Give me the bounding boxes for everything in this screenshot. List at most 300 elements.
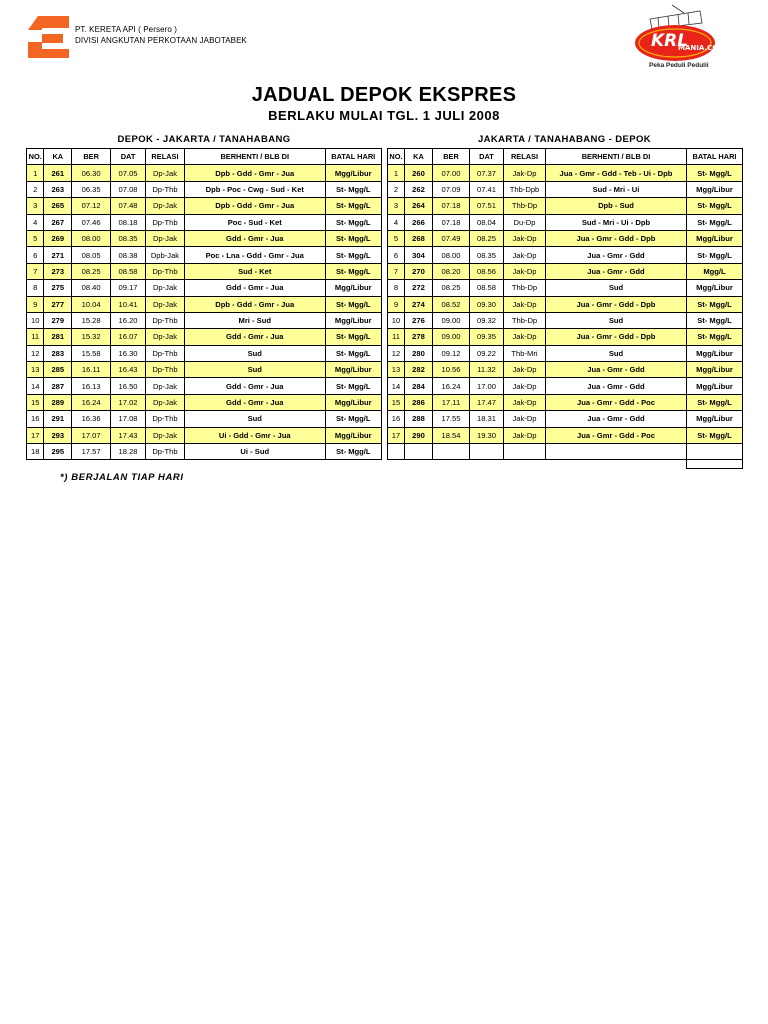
- table-row: [388, 362, 743, 378]
- cell-berhenti: Jua - Gmr - Gdd - Teb - Ui - Dpb: [546, 165, 687, 181]
- cell-batal: St- Mgg/L: [325, 378, 381, 394]
- cell-ber: 15.28: [72, 312, 111, 328]
- cell-dat: 09.22: [470, 345, 504, 361]
- cell-no: 16: [388, 411, 405, 427]
- org-header: [26, 14, 247, 59]
- table-row: [388, 280, 743, 296]
- cell-ka: 279: [44, 312, 72, 328]
- cell-batal: St- Mgg/L: [325, 181, 381, 197]
- cell-relasi: Dp-Jak: [145, 165, 184, 181]
- cell-ber: 10.56: [433, 362, 470, 378]
- cell-ka: 286: [405, 394, 433, 410]
- cell-ber: 08.52: [433, 296, 470, 312]
- table-row: [388, 345, 743, 361]
- cell-dat: 16.50: [111, 378, 146, 394]
- cell-ka: 285: [44, 362, 72, 378]
- table-row: [388, 198, 743, 214]
- cell-dat: 07.08: [111, 181, 146, 197]
- cell-no: 17: [388, 427, 405, 443]
- cell-relasi: Dp-Jak: [145, 329, 184, 345]
- cell-no: 13: [388, 362, 405, 378]
- table-row: [388, 394, 743, 410]
- col-header-ka: KA: [44, 149, 72, 165]
- cell-dat: 17.43: [111, 427, 146, 443]
- cell-berhenti: Sud: [546, 345, 687, 361]
- table-row: [27, 198, 382, 214]
- col-header-relasi: RELASI: [504, 149, 546, 165]
- cell-ka: 271: [44, 247, 72, 263]
- cell-berhenti: Mri - Sud: [184, 312, 325, 328]
- cell-batal: Mgg/Libur: [325, 312, 381, 328]
- cell-no: 1: [27, 165, 44, 181]
- table-row: [388, 329, 743, 345]
- org-line-2: DIVISI ANGKUTAN PERKOTAAN JABOTABEK: [75, 36, 247, 45]
- schedule-table-jakarta-depok: [387, 148, 743, 460]
- cell-berhenti: Sud: [546, 312, 687, 328]
- cell-berhenti: Gdd - Gmr - Jua: [184, 329, 325, 345]
- cell-berhenti: Jua - Gmr - Gdd: [546, 247, 687, 263]
- cell-ber: 08.00: [433, 247, 470, 263]
- cell-relasi: Jak-Dp: [504, 362, 546, 378]
- cell-berhenti: Gdd - Gmr - Jua: [184, 230, 325, 246]
- cell-berhenti: Gdd - Gmr - Jua: [184, 280, 325, 296]
- cell-ber: 17.55: [433, 411, 470, 427]
- cell-batal: St- Mgg/L: [687, 312, 743, 328]
- cell-berhenti: Jua - Gmr - Gdd - Dpb: [546, 230, 687, 246]
- col-header-batal: BATAL HARI: [687, 149, 743, 165]
- cell-ka: [405, 444, 433, 460]
- col-header-berhenti: BERHENTI / BLB DI: [546, 149, 687, 165]
- cell-ber: 15.58: [72, 345, 111, 361]
- cell-berhenti: Jua - Gmr - Gdd: [546, 411, 687, 427]
- cell-dat: 08.18: [111, 214, 146, 230]
- cell-dat: 17.08: [111, 411, 146, 427]
- cell-batal: St- Mgg/L: [687, 198, 743, 214]
- cell-relasi: Dp-Jak: [145, 378, 184, 394]
- table-row: [27, 230, 382, 246]
- cell-no: 2: [27, 181, 44, 197]
- col-header-ber: BER: [72, 149, 111, 165]
- cell-batal: Mgg/Libur: [325, 427, 381, 443]
- cell-relasi: Dp-Jak: [145, 427, 184, 443]
- cell-dat: 08.25: [470, 230, 504, 246]
- cell-ber: 16.36: [72, 411, 111, 427]
- krl-logo-sub: MANIA.COM: [678, 44, 726, 52]
- cell-ber: 07.00: [433, 165, 470, 181]
- cell-ber: 07.18: [433, 214, 470, 230]
- cell-ka: 266: [405, 214, 433, 230]
- table-row: [27, 411, 382, 427]
- cell-dat: 16.20: [111, 312, 146, 328]
- cell-relasi: Thb-Dp: [504, 280, 546, 296]
- cell-berhenti: Dpb - Gdd - Gmr - Jua: [184, 296, 325, 312]
- cell-no: 4: [388, 214, 405, 230]
- cell-ka: 288: [405, 411, 433, 427]
- cell-ber: 15.32: [72, 329, 111, 345]
- cell-berhenti: Jua - Gmr - Gdd - Dpb: [546, 329, 687, 345]
- table-row: [27, 312, 382, 328]
- cell-relasi: Thb-Dp: [504, 198, 546, 214]
- cell-ber: 07.49: [433, 230, 470, 246]
- cell-dat: 08.58: [470, 280, 504, 296]
- cell-berhenti: Jua - Gmr - Gdd - Poc: [546, 394, 687, 410]
- table-row: [388, 247, 743, 263]
- cell-batal: St- Mgg/L: [325, 444, 381, 460]
- cell-ber: 16.24: [433, 378, 470, 394]
- cell-dat: 08.58: [111, 263, 146, 279]
- table-header-row: [27, 149, 382, 165]
- cell-relasi: Jak-Dp: [504, 411, 546, 427]
- cell-batal: Mgg/Libur: [325, 362, 381, 378]
- cell-relasi: Jak-Dp: [504, 263, 546, 279]
- cell-ka: 262: [405, 181, 433, 197]
- cell-batal: St- Mgg/L: [687, 247, 743, 263]
- cell-berhenti: Dpb - Sud: [546, 198, 687, 214]
- cell-berhenti: Jua - Gmr - Gdd - Dpb: [546, 296, 687, 312]
- cell-ka: 276: [405, 312, 433, 328]
- cell-batal: Mgg/Libur: [687, 230, 743, 246]
- cell-batal: St- Mgg/L: [325, 263, 381, 279]
- org-line-1: PT. KERETA API ( Persero ): [75, 25, 178, 34]
- cell-dat: 08.35: [111, 230, 146, 246]
- cell-berhenti: Sud: [184, 362, 325, 378]
- krl-mania-logo: [632, 5, 726, 71]
- cell-ka: 284: [405, 378, 433, 394]
- cell-no: 17: [27, 427, 44, 443]
- page-title: JADUAL DEPOK EKSPRES: [251, 84, 517, 106]
- table-row: [27, 214, 382, 230]
- cell-dat: 08.04: [470, 214, 504, 230]
- cell-batal: Mgg/Libur: [687, 181, 743, 197]
- cell-batal: [687, 444, 743, 460]
- cell-ka: 260: [405, 165, 433, 181]
- cell-no: 16: [27, 411, 44, 427]
- cell-ber: 17.11: [433, 394, 470, 410]
- cell-batal: St- Mgg/L: [687, 296, 743, 312]
- cell-no: 12: [27, 345, 44, 361]
- cell-batal: St- Mgg/L: [325, 198, 381, 214]
- cell-batal: St- Mgg/L: [687, 165, 743, 181]
- table-row: [27, 263, 382, 279]
- col-header-no: NO.: [27, 149, 44, 165]
- cell-no: 7: [27, 263, 44, 279]
- cell-no: 14: [388, 378, 405, 394]
- table-row: [388, 296, 743, 312]
- cell-batal: Mgg/Libur: [687, 280, 743, 296]
- cell-ka: 289: [44, 394, 72, 410]
- trailing-empty-cell: [686, 459, 743, 469]
- cell-dat: 08.56: [470, 263, 504, 279]
- cell-ka: 281: [44, 329, 72, 345]
- cell-relasi: Jak-Dp: [504, 247, 546, 263]
- cell-batal: St- Mgg/L: [325, 214, 381, 230]
- cell-ka: 278: [405, 329, 433, 345]
- cell-berhenti: Sud: [184, 411, 325, 427]
- cell-relasi: Jak-Dp: [504, 394, 546, 410]
- cell-ka: 272: [405, 280, 433, 296]
- cell-batal: St- Mgg/L: [325, 247, 381, 263]
- cell-ber: 08.00: [72, 230, 111, 246]
- cell-ber: 07.46: [72, 214, 111, 230]
- cell-batal: Mgg/Libur: [325, 280, 381, 296]
- cell-ber: [433, 444, 470, 460]
- table-row: [27, 280, 382, 296]
- table-row: [388, 263, 743, 279]
- cell-no: 8: [388, 280, 405, 296]
- cell-dat: 16.07: [111, 329, 146, 345]
- cell-ka: 263: [44, 181, 72, 197]
- cell-berhenti: Gdd - Gmr - Jua: [184, 394, 325, 410]
- cell-no: 18: [27, 444, 44, 460]
- cell-batal: St- Mgg/L: [325, 329, 381, 345]
- cell-ka: 270: [405, 263, 433, 279]
- cell-relasi: Thb-Mri: [504, 345, 546, 361]
- col-header-dat: DAT: [111, 149, 146, 165]
- cell-ka: 282: [405, 362, 433, 378]
- cell-batal: St- Mgg/L: [687, 394, 743, 410]
- cell-relasi: Jak-Dp: [504, 296, 546, 312]
- cell-dat: 07.37: [470, 165, 504, 181]
- cell-ber: 17.07: [72, 427, 111, 443]
- cell-berhenti: Jua - Gmr - Gdd: [546, 263, 687, 279]
- cell-no: 7: [388, 263, 405, 279]
- cell-ber: 09.12: [433, 345, 470, 361]
- cell-dat: 07.41: [470, 181, 504, 197]
- table-row: [388, 165, 743, 181]
- table-row: [388, 214, 743, 230]
- cell-berhenti: Sud: [184, 345, 325, 361]
- cell-batal: St- Mgg/L: [325, 230, 381, 246]
- table-row: [27, 444, 382, 460]
- table-row: [27, 329, 382, 345]
- cell-ka: 291: [44, 411, 72, 427]
- table-row: [388, 181, 743, 197]
- cell-ber: 06.30: [72, 165, 111, 181]
- cell-relasi: Dp-Thb: [145, 312, 184, 328]
- table-row: [388, 378, 743, 394]
- col-header-berhenti: BERHENTI / BLB DI: [184, 149, 325, 165]
- col-header-relasi: RELASI: [145, 149, 184, 165]
- cell-berhenti: Dpb - Gdd - Gmr - Jua: [184, 198, 325, 214]
- cell-dat: 09.32: [470, 312, 504, 328]
- cell-no: 13: [27, 362, 44, 378]
- cell-relasi: Dp-Thb: [145, 181, 184, 197]
- cell-ka: 275: [44, 280, 72, 296]
- cell-berhenti: Jua - Gmr - Gdd: [546, 362, 687, 378]
- right-section-title: JAKARTA / TANAHABANG - DEPOK: [477, 134, 652, 145]
- col-header-dat: DAT: [470, 149, 504, 165]
- cell-no: 15: [27, 394, 44, 410]
- cell-no: 15: [388, 394, 405, 410]
- cell-dat: 16.43: [111, 362, 146, 378]
- cell-ka: 293: [44, 427, 72, 443]
- cell-ber: 08.20: [433, 263, 470, 279]
- cell-relasi: Dp-Jak: [145, 230, 184, 246]
- cell-relasi: Dp-Thb: [145, 345, 184, 361]
- table-header-row: [388, 149, 743, 165]
- cell-batal: Mgg/Libur: [687, 378, 743, 394]
- cell-dat: 17.00: [470, 378, 504, 394]
- cell-batal: St- Mgg/L: [325, 411, 381, 427]
- cell-dat: 16.30: [111, 345, 146, 361]
- cell-batal: St- Mgg/L: [325, 345, 381, 361]
- cell-ka: 269: [44, 230, 72, 246]
- cell-ka: 265: [44, 198, 72, 214]
- table-row: [27, 427, 382, 443]
- cell-ber: 17.57: [72, 444, 111, 460]
- cell-berhenti: Poc - Lna - Gdd - Gmr - Jua: [184, 247, 325, 263]
- cell-relasi: Jak-Dp: [504, 427, 546, 443]
- cell-batal: St- Mgg/L: [687, 329, 743, 345]
- cell-no: 8: [27, 280, 44, 296]
- cell-ber: 07.18: [433, 198, 470, 214]
- cell-ka: 290: [405, 427, 433, 443]
- cell-no: 11: [27, 329, 44, 345]
- cell-ka: 273: [44, 263, 72, 279]
- col-header-ka: KA: [405, 149, 433, 165]
- cell-no: 14: [27, 378, 44, 394]
- cell-relasi: Du-Dp: [504, 214, 546, 230]
- table-row: [388, 230, 743, 246]
- cell-ber: 16.24: [72, 394, 111, 410]
- cell-no: 2: [388, 181, 405, 197]
- cell-relasi: Dp-Jak: [145, 198, 184, 214]
- table-row: [388, 427, 743, 443]
- cell-berhenti: Gdd - Gmr - Jua: [184, 378, 325, 394]
- cell-batal: Mgg/L: [687, 263, 743, 279]
- cell-ka: 268: [405, 230, 433, 246]
- cell-dat: 17.02: [111, 394, 146, 410]
- cell-berhenti: Sud - Mri - Ui - Dpb: [546, 214, 687, 230]
- cell-ka: 304: [405, 247, 433, 263]
- cell-no: 4: [27, 214, 44, 230]
- kai-logo-icon: [26, 14, 71, 59]
- cell-relasi: [504, 444, 546, 460]
- cell-ka: 261: [44, 165, 72, 181]
- cell-ber: 07.12: [72, 198, 111, 214]
- cell-dat: 11.32: [470, 362, 504, 378]
- cell-relasi: Dp-Jak: [145, 394, 184, 410]
- cell-berhenti: Dpb - Gdd - Gmr - Jua: [184, 165, 325, 181]
- col-header-batal: BATAL HARI: [325, 149, 381, 165]
- cell-dat: 09.35: [470, 329, 504, 345]
- cell-ber: 07.09: [433, 181, 470, 197]
- cell-dat: 09.30: [470, 296, 504, 312]
- cell-ber: 08.05: [72, 247, 111, 263]
- cell-ka: 274: [405, 296, 433, 312]
- krl-logo-text: KRL: [651, 31, 689, 51]
- table-row: [388, 312, 743, 328]
- cell-no: 12: [388, 345, 405, 361]
- cell-dat: 19.30: [470, 427, 504, 443]
- cell-ber: 08.25: [433, 280, 470, 296]
- table-row: [27, 165, 382, 181]
- cell-batal: St- Mgg/L: [687, 214, 743, 230]
- cell-dat: 08.38: [111, 247, 146, 263]
- cell-ber: 10.04: [72, 296, 111, 312]
- krl-logo-tagline: Peka Peduli Pedulii: [649, 62, 709, 69]
- cell-relasi: Dp-Jak: [145, 280, 184, 296]
- cell-ka: 283: [44, 345, 72, 361]
- cell-ber: 08.40: [72, 280, 111, 296]
- cell-relasi: Dpb-Jak: [145, 247, 184, 263]
- org-name: [75, 24, 247, 46]
- cell-dat: 09.17: [111, 280, 146, 296]
- footnote: *) BERJALAN TIAP HARI: [60, 472, 184, 483]
- table-row: [27, 181, 382, 197]
- cell-ber: 09.00: [433, 329, 470, 345]
- cell-ber: 09.00: [433, 312, 470, 328]
- cell-relasi: Jak-Dp: [504, 230, 546, 246]
- cell-relasi: Jak-Dp: [504, 378, 546, 394]
- cell-ber: 16.11: [72, 362, 111, 378]
- page-subtitle: BERLAKU MULAI TGL. 1 JULI 2008: [268, 108, 500, 123]
- cell-berhenti: Sud - Ket: [184, 263, 325, 279]
- cell-no: 3: [27, 198, 44, 214]
- cell-batal: Mgg/Libur: [325, 165, 381, 181]
- cell-no: 6: [388, 247, 405, 263]
- table-row: [27, 345, 382, 361]
- cell-relasi: Dp-Thb: [145, 411, 184, 427]
- cell-dat: 07.05: [111, 165, 146, 181]
- cell-dat: 07.48: [111, 198, 146, 214]
- cell-dat: 10.41: [111, 296, 146, 312]
- col-header-ber: BER: [433, 149, 470, 165]
- cell-ka: 295: [44, 444, 72, 460]
- table-row: [27, 247, 382, 263]
- cell-dat: 08.35: [470, 247, 504, 263]
- cell-no: 9: [27, 296, 44, 312]
- cell-batal: Mgg/Libur: [687, 362, 743, 378]
- cell-ka: 277: [44, 296, 72, 312]
- cell-berhenti: Jua - Gmr - Gdd - Poc: [546, 427, 687, 443]
- table-row: [27, 362, 382, 378]
- col-header-no: NO.: [388, 149, 405, 165]
- cell-no: 6: [27, 247, 44, 263]
- cell-no: 5: [388, 230, 405, 246]
- table-row: [388, 411, 743, 427]
- cell-no: 11: [388, 329, 405, 345]
- cell-no: 1: [388, 165, 405, 181]
- cell-batal: St- Mgg/L: [687, 427, 743, 443]
- cell-berhenti: Ui - Sud: [184, 444, 325, 460]
- table-row: [388, 444, 743, 460]
- cell-berhenti: Dpb - Poc - Cwg - Sud - Ket: [184, 181, 325, 197]
- cell-relasi: Dp-Thb: [145, 444, 184, 460]
- cell-batal: Mgg/Libur: [687, 411, 743, 427]
- table-row: [27, 394, 382, 410]
- cell-relasi: Dp-Thb: [145, 214, 184, 230]
- cell-berhenti: Poc - Sud - Ket: [184, 214, 325, 230]
- cell-ka: 264: [405, 198, 433, 214]
- cell-no: 10: [388, 312, 405, 328]
- cell-no: 9: [388, 296, 405, 312]
- cell-dat: 18.31: [470, 411, 504, 427]
- cell-dat: [470, 444, 504, 460]
- cell-no: [388, 444, 405, 460]
- cell-berhenti: Ui - Gdd - Gmr - Jua: [184, 427, 325, 443]
- cell-no: 5: [27, 230, 44, 246]
- cell-dat: 07.51: [470, 198, 504, 214]
- cell-relasi: Thb-Dpb: [504, 181, 546, 197]
- cell-ka: 287: [44, 378, 72, 394]
- cell-ber: 18.54: [433, 427, 470, 443]
- cell-relasi: Thb-Dp: [504, 312, 546, 328]
- table-row: [27, 378, 382, 394]
- schedule-table-depok-jakarta: [26, 148, 382, 460]
- cell-no: 10: [27, 312, 44, 328]
- cell-relasi: Jak-Dp: [504, 165, 546, 181]
